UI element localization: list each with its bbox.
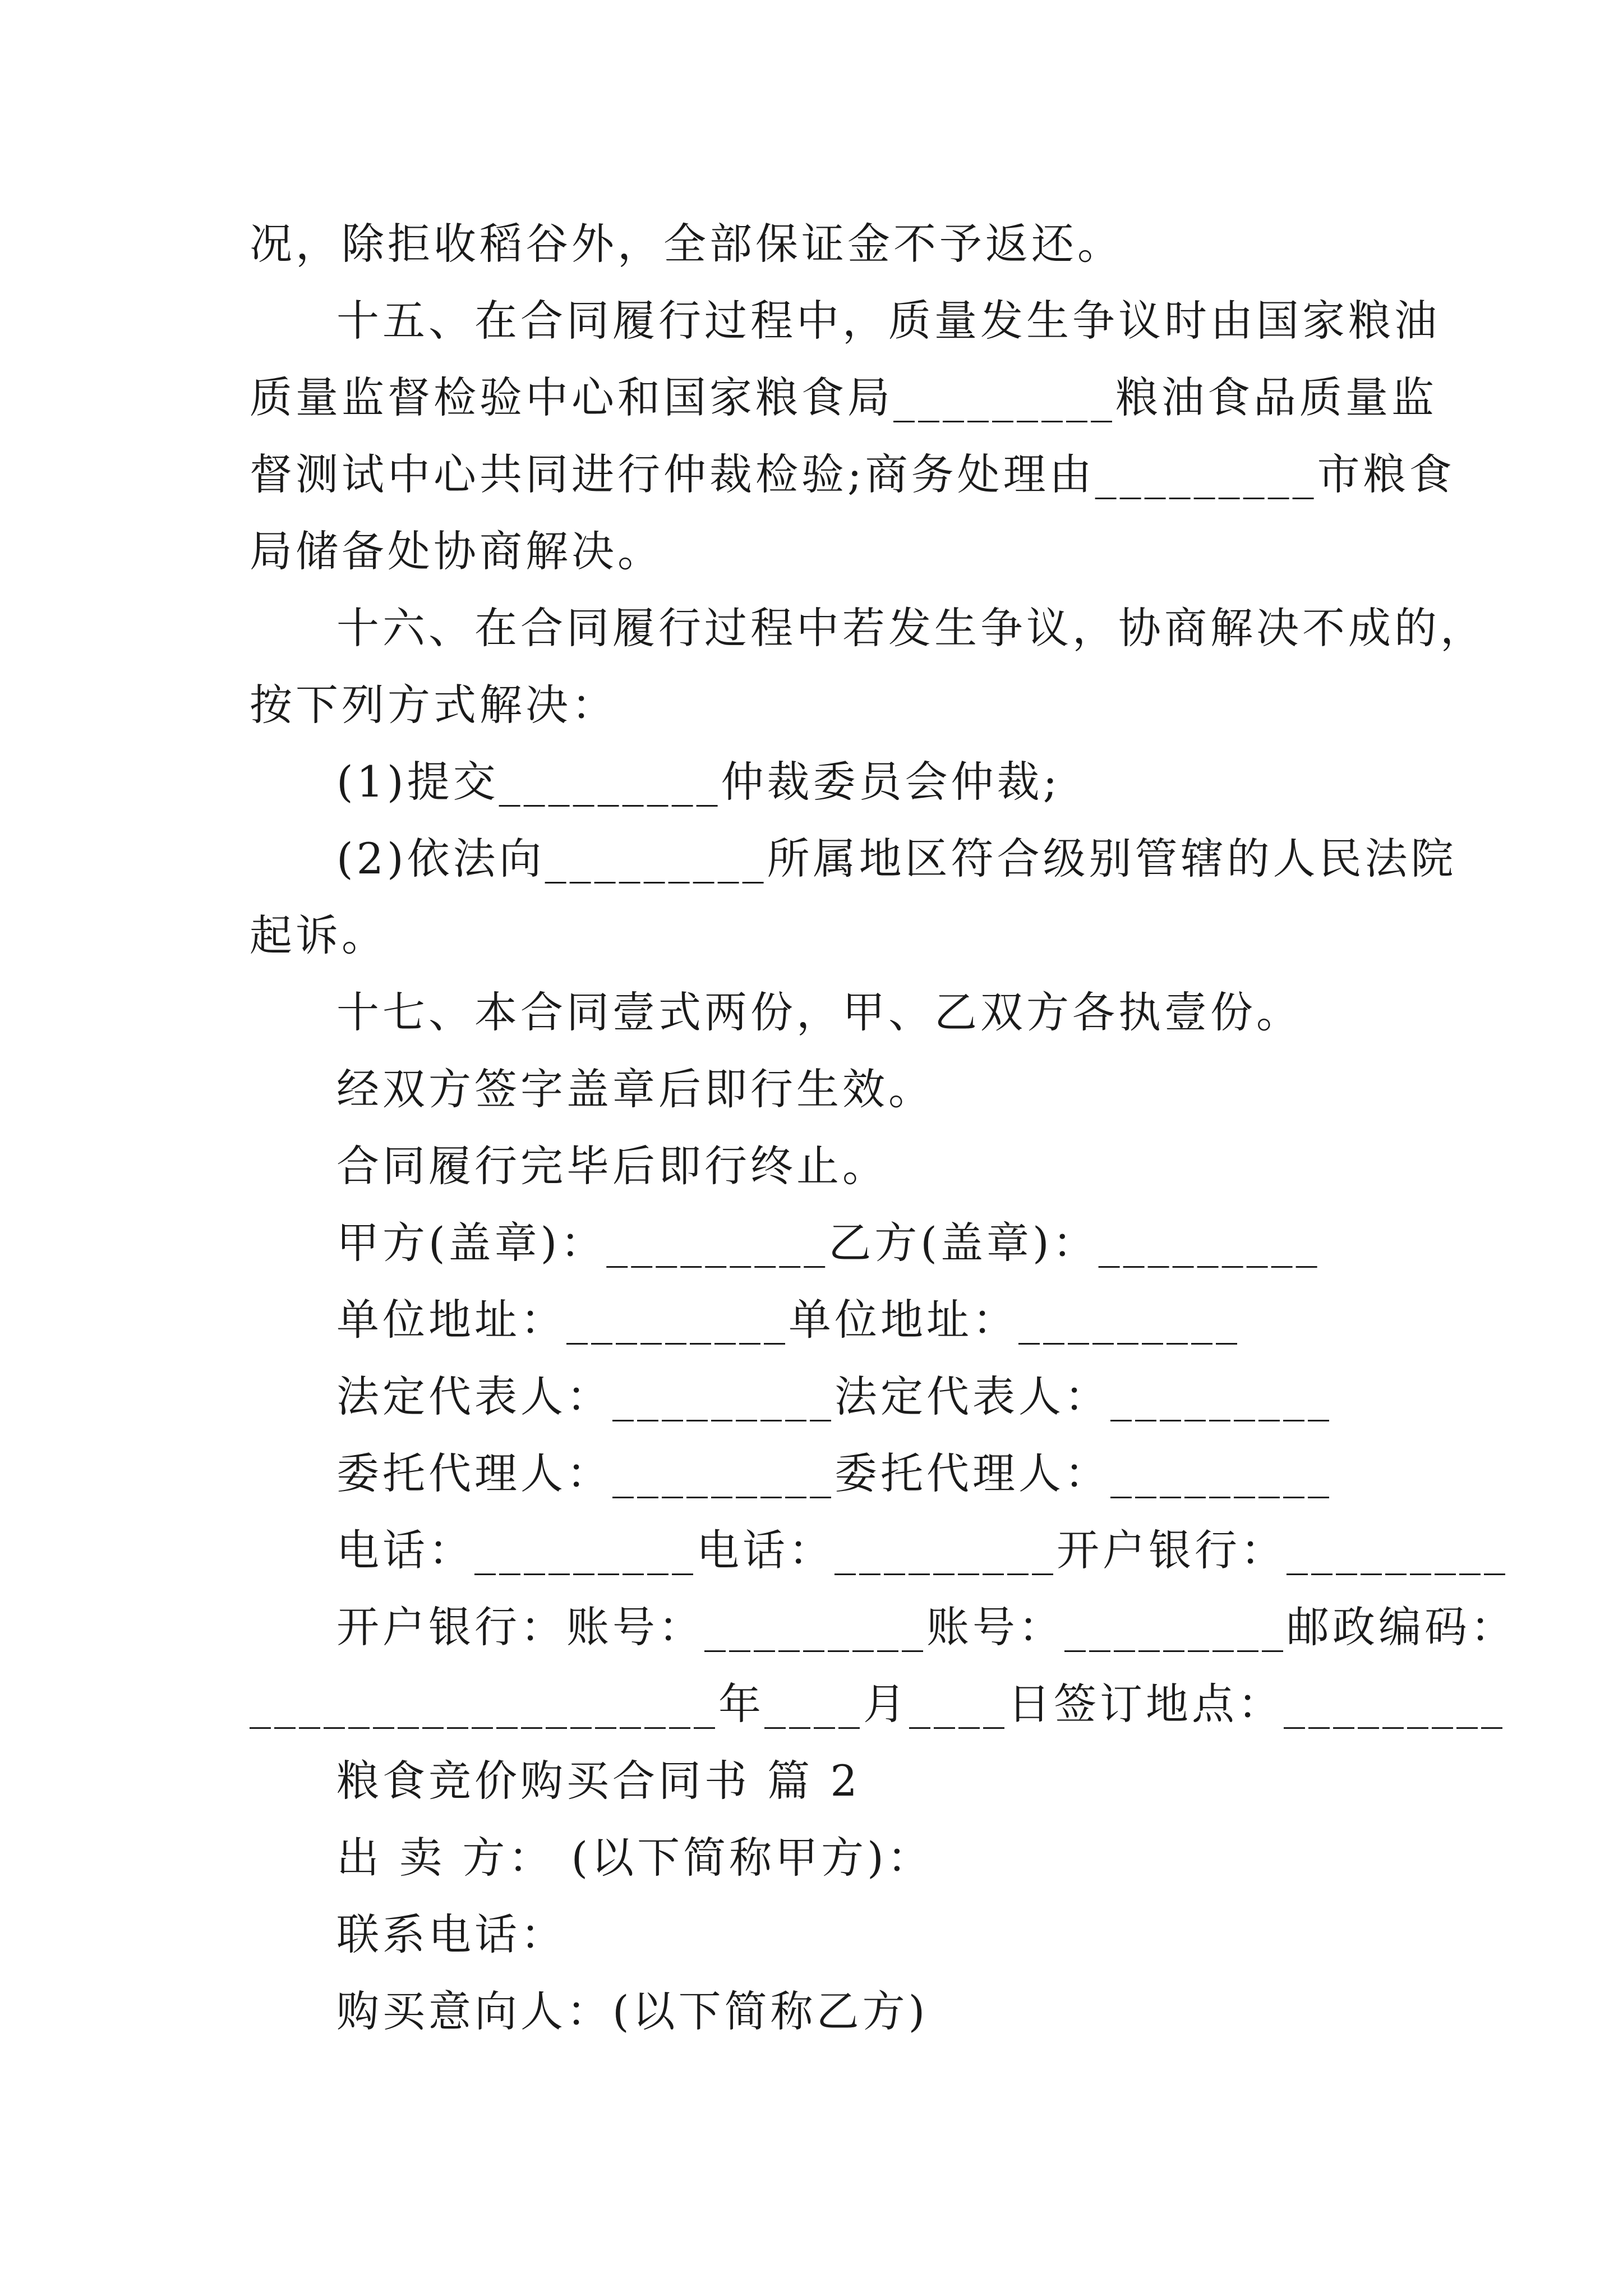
text-line: 甲方(盖章)：_________乙方(盖章)：_________ — [336, 1218, 1321, 1268]
text-line: (1)提交_________仲裁委员会仲裁; — [336, 757, 1061, 807]
text-line: 开户银行：账号：_________账号：_________邮政编码： — [336, 1602, 1516, 1652]
text-line: 合同履行完毕后即行终止。 — [336, 1141, 888, 1191]
text-line: 况，除拒收稻谷外，全部保证金不予返还。 — [250, 219, 1123, 269]
text-line: 委托代理人：_________委托代理人：_________ — [336, 1448, 1332, 1498]
text-line: 督测试中心共同进行仲裁检验;商务处理由_________市粮食 — [250, 449, 1455, 499]
text-line: 十七、本合同壹式两份，甲、乙双方各执壹份。 — [336, 987, 1302, 1037]
text-line: 经双方签字盖章后即行生效。 — [336, 1064, 934, 1114]
text-line: 电话：_________电话：_________开户银行：_________ — [336, 1525, 1509, 1575]
text-line: 局储备处协商解决。 — [250, 526, 663, 576]
section-heading: 粮食竞价购买合同书 篇 2 — [336, 1756, 861, 1806]
text-line: 按下列方式解决： — [250, 680, 617, 730]
text-line: 十五、在合同履行过程中，质量发生争议时由国家粮油 — [336, 296, 1440, 346]
text-line: 出 卖 方： (以下简称甲方)： — [336, 1833, 933, 1883]
text-line: 联系电话： — [336, 1910, 566, 1959]
text-line: 十六、在合同履行过程中若发生争议，协商解决不成的， — [336, 603, 1486, 653]
text-line: (2)依法向_________所属地区符合级别管辖的人民法院 — [336, 834, 1457, 884]
text-line: 单位地址：_________单位地址：_________ — [336, 1295, 1241, 1345]
text-line: ___________________年____月____日签订地点：_________ — [250, 1679, 1506, 1729]
text-line: 质量监督检验中心和国家粮食局_________粮油食品质量监 — [250, 372, 1437, 422]
text-line: 起诉。 — [250, 910, 388, 960]
text-line: 购买意向人：(以下简称乙方) — [336, 1986, 929, 2036]
text-line: 法定代表人：_________法定代表人：_________ — [336, 1372, 1332, 1421]
